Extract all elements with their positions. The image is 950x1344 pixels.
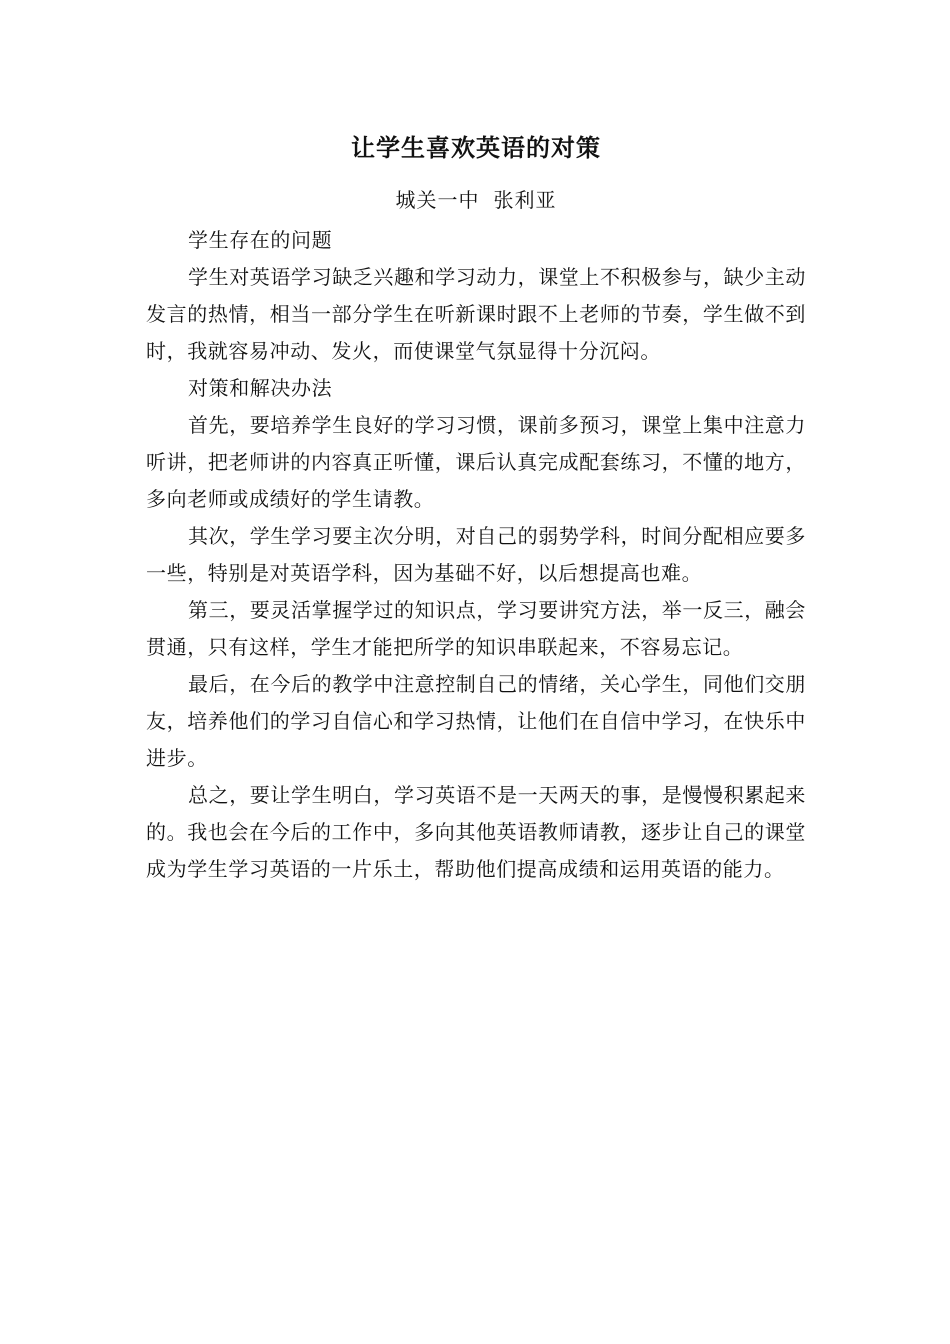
paragraph-problems: 学生对英语学习缺乏兴趣和学习动力，课堂上不积极参与，缺少主动发言的热情，相当一部分学生在听新课时跟不上老师的节奏，学生做不到时，我就容易冲动、发火，而使课堂气氛显得十分沉闷。 <box>146 265 806 363</box>
paragraph-second: 其次，学生学习要主次分明，对自己的弱势学科，时间分配相应要多一些，特别是对英语学科，因为基础不好，以后想提高也难。 <box>146 524 806 585</box>
paragraph-first: 首先，要培养学生良好的学习习惯，课前多预习，课堂上集中注意力听讲，把老师讲的内容真正听懂，课后认真完成配套练习，不懂的地方，多向老师或成绩好的学生请教。 <box>146 413 806 511</box>
section-heading-problems: 学生存在的问题 <box>188 228 333 252</box>
document-title: 让学生喜欢英语的对策 <box>351 133 601 162</box>
document-body <box>146 222 806 888</box>
author-school: 城关一中 <box>395 188 480 212</box>
author-line <box>146 186 806 214</box>
document-page <box>146 128 806 888</box>
paragraph-last: 最后，在今后的教学中注意控制自己的情绪，关心学生，同他们交朋友，培养他们的学习自信心和学习热情，让他们在自信中学习，在快乐中进步。 <box>146 672 806 770</box>
paragraph-third: 第三，要灵活掌握学过的知识点，学习要讲究方法，举一反三，融会贯通，只有这样，学生才能把所学的知识串联起来，不容易忘记。 <box>146 598 806 659</box>
author-name: 张利亚 <box>493 188 557 212</box>
section-heading-solutions: 对策和解决办法 <box>188 376 333 400</box>
paragraph-conclusion: 总之，要让学生明白，学习英语不是一天两天的事，是慢慢积累起来的。我也会在今后的工作中，多向其他英语教师请教，逐步让自己的课堂成为学生学习英语的一片乐土，帮助他们提高成绩和运用英语的能力。 <box>146 783 806 881</box>
